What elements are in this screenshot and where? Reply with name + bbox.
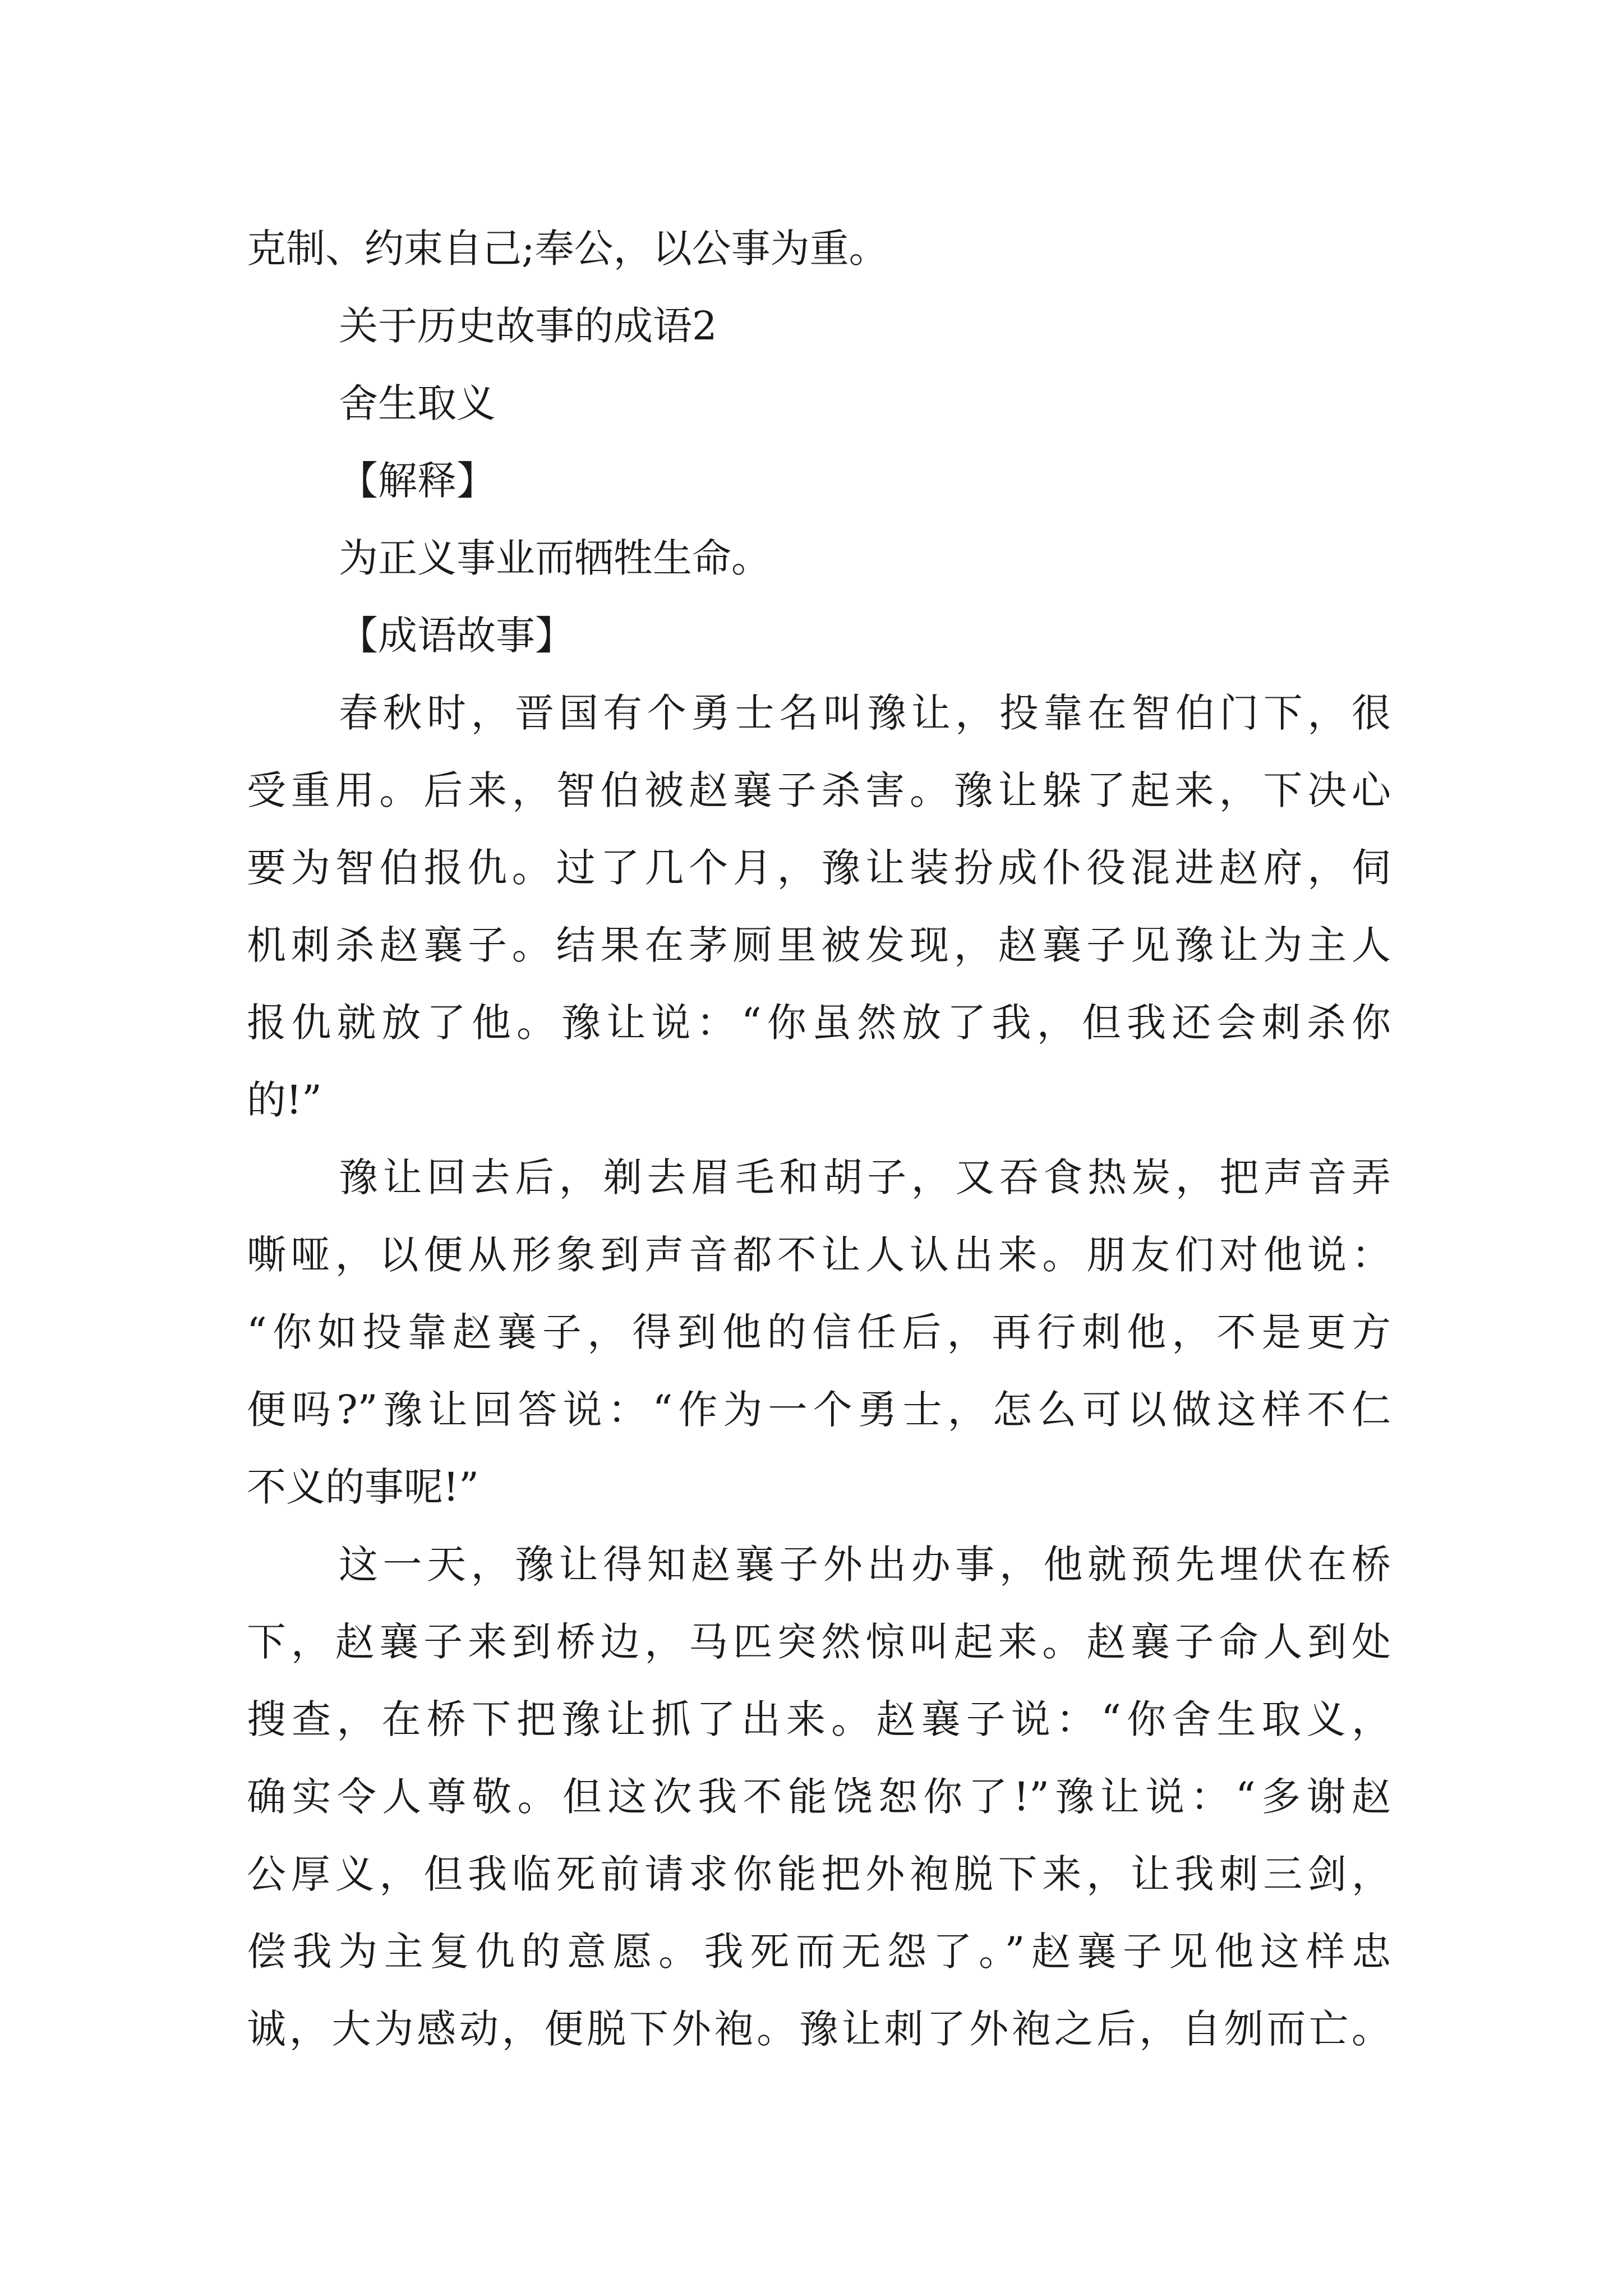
text-line: 便吗?”豫让回答说：“作为一个勇士，怎么可以做这样不仁 bbox=[247, 1387, 1391, 1433]
text-line: 偿我为主复仇的意愿。我死而无怨了。”赵襄子见他这样忠 bbox=[247, 1929, 1391, 1975]
text-line: 舍生取义 bbox=[339, 380, 496, 426]
text-line: 公厚义，但我临死前请求你能把外袍脱下来，让我刺三剑， bbox=[247, 1851, 1391, 1897]
text-line: 诚，大为感动，便脱下外袍。豫让刺了外袍之后，自刎而亡。 bbox=[247, 2006, 1391, 2052]
text-line: 嘶哑，以便从形象到声音都不让人认出来。朋友们对他说： bbox=[247, 1232, 1391, 1278]
text-line: 的!” bbox=[247, 1077, 322, 1123]
text-line: 确实令人尊敬。但这次我不能饶恕你了!”豫让说：“多谢赵 bbox=[247, 1774, 1391, 1820]
document-body bbox=[247, 210, 1391, 2068]
text-line: 克制、约束自己;奉公，以公事为重。 bbox=[247, 226, 888, 272]
text-line: 豫让回去后，剃去眉毛和胡子，又吞食热炭，把声音弄 bbox=[339, 1154, 1391, 1200]
text-line: 搜查，在桥下把豫让抓了出来。赵襄子说：“你舍生取义， bbox=[247, 1696, 1391, 1742]
text-line: 机刺杀赵襄子。结果在茅厕里被发现，赵襄子见豫让为主人 bbox=[247, 922, 1391, 968]
text-line: 春秋时，晋国有个勇士名叫豫让，投靠在智伯门下，很 bbox=[339, 690, 1391, 736]
text-line: 下，赵襄子来到桥边，马匹突然惊叫起来。赵襄子命人到处 bbox=[247, 1619, 1391, 1665]
text-line: 【成语故事】 bbox=[339, 613, 574, 659]
text-line: 不义的事呢!” bbox=[247, 1464, 479, 1510]
text-line: “你如投靠赵襄子，得到他的信任后，再行刺他，不是更方 bbox=[247, 1309, 1391, 1355]
text-line: 要为智伯报仇。过了几个月，豫让装扮成仆役混进赵府，伺 bbox=[247, 845, 1391, 891]
text-line: 这一天，豫让得知赵襄子外出办事，他就预先埋伏在桥 bbox=[339, 1542, 1391, 1588]
text-line: 报仇就放了他。豫让说：“你虽然放了我，但我还会刺杀你 bbox=[247, 1000, 1391, 1046]
text-line: 关于历史故事的成语2 bbox=[339, 303, 717, 349]
text-line: 受重用。后来，智伯被赵襄子杀害。豫让躲了起来，下决心 bbox=[247, 767, 1391, 813]
text-line: 【解释】 bbox=[339, 458, 496, 504]
text-line: 为正义事业而牺牲生命。 bbox=[339, 535, 771, 581]
